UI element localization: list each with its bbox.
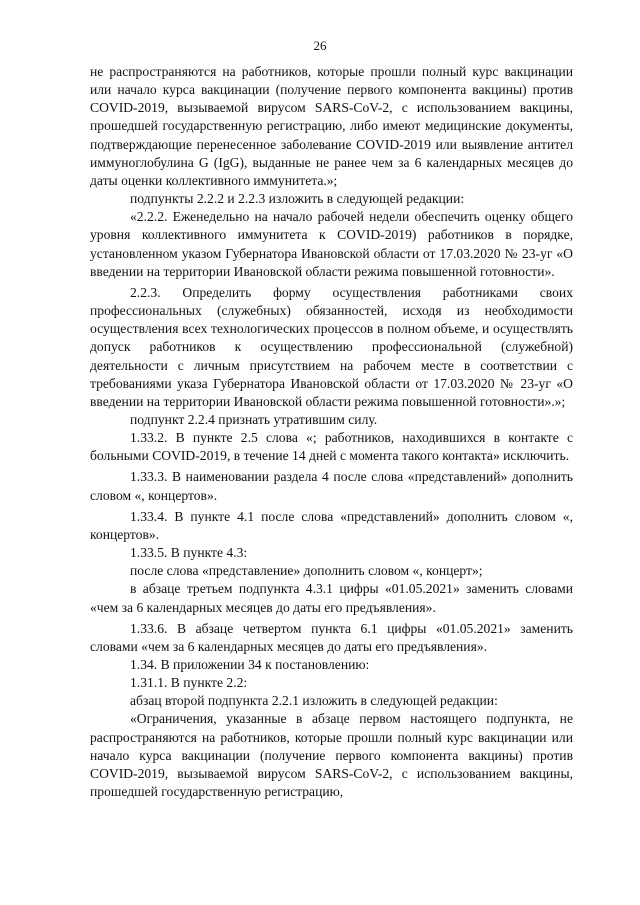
paragraph: абзац второй подпункта 2.2.1 изложить в следующей редакции:: [130, 693, 498, 709]
paragraph: 2.2.3. Определить форму осуществления работниками своих профессиональных (служебных) обязанностей, исходя из необходимости осуществления всех технологических процессов в полном объеме, и осуществлять допуск работников к осуществлению профессиональной (служебной) деятельности с личным присутствием на рабочем месте в соответствии с требованиями указа Губернатора Ивановской области от 17.03.2020 № 23-уг «О введении на территории Ивановской области режима повышенной готовности».»;: [90, 284, 573, 409]
paragraph: 1.33.5. В пункте 4.3:: [130, 545, 248, 561]
paragraph: 1.31.1. В пункте 2.2:: [130, 675, 248, 691]
paragraph: «Ограничения, указанные в абзаце первом настоящего подпункта, не распространяются на работников, которые прошли полный курс вакцинации или начало курса вакцинации (получение первого компонента вакцины) против COVID-2019, вызываемой вирусом SARS-CoV-2, с использованием вакцины, прошедшей государственную регистрацию,: [90, 711, 573, 800]
paragraph: 1.33.3. В наименовании раздела 4 после слова «представлений» дополнить словом «, концертов».: [90, 469, 573, 503]
paragraph: 1.34. В приложении 34 к постановлению:: [130, 657, 370, 672]
page-number: 26: [313, 38, 327, 53]
paragraph: после слова «представление» дополнить словом «, концерт»;: [130, 563, 483, 579]
paragraph: «2.2.2. Еженедельно на начало рабочей недели обеспечить оценку общего уровня коллективного иммунитета к COVID-2019) работников в порядке, установленном указом Губернатора Ивановской области от 17.03.2020 № 23-уг «О введении на территории Ивановской области режима повышенной готовности».: [90, 209, 573, 279]
paragraph: в абзаце третьем подпункта 4.3.1 цифры «01.05.2021» заменить словами «чем за 6 календарных месяцев до даты его предъявления».: [90, 581, 573, 615]
paragraph: 1.33.2. В пункте 2.5 слова «; работников, находившихся в контакте с больными COVID-2019, в течение 14 дней с момента такого контакта» исключить.: [90, 430, 573, 464]
paragraph: подпункт 2.2.4 признать утратившим силу.: [130, 411, 378, 427]
paragraph: подпункты 2.2.2 и 2.2.3 изложить в следующей редакции:: [130, 191, 465, 207]
paragraph: 1.33.4. В пункте 4.1 после слова «представлений» дополнить словом «, концертов».: [90, 508, 573, 542]
paragraph: 1.33.6. В абзаце четвертом пункта 6.1 цифры «01.05.2021» заменить словами «чем за 6 календарных месяцев до даты его предъявления».: [90, 620, 573, 654]
document-body: [90, 63, 573, 801]
paragraph: не распространяются на работников, которые прошли полный курс вакцинации или начало курса вакцинации (получение первого компонента вакцины) против COVID-2019, вызываемой вирусом SARS-CoV-2, с использованием вакцины, прошедшей государственную регистрацию, либо имеют медицинские документы, подтверждающие перенесенное заболевание COVID-2019 или выявление антител иммуноглобулина G (IgG), выданные не ранее чем за 6 календарных месяцев до даты оценки коллективного иммунитета.»;: [90, 64, 573, 188]
